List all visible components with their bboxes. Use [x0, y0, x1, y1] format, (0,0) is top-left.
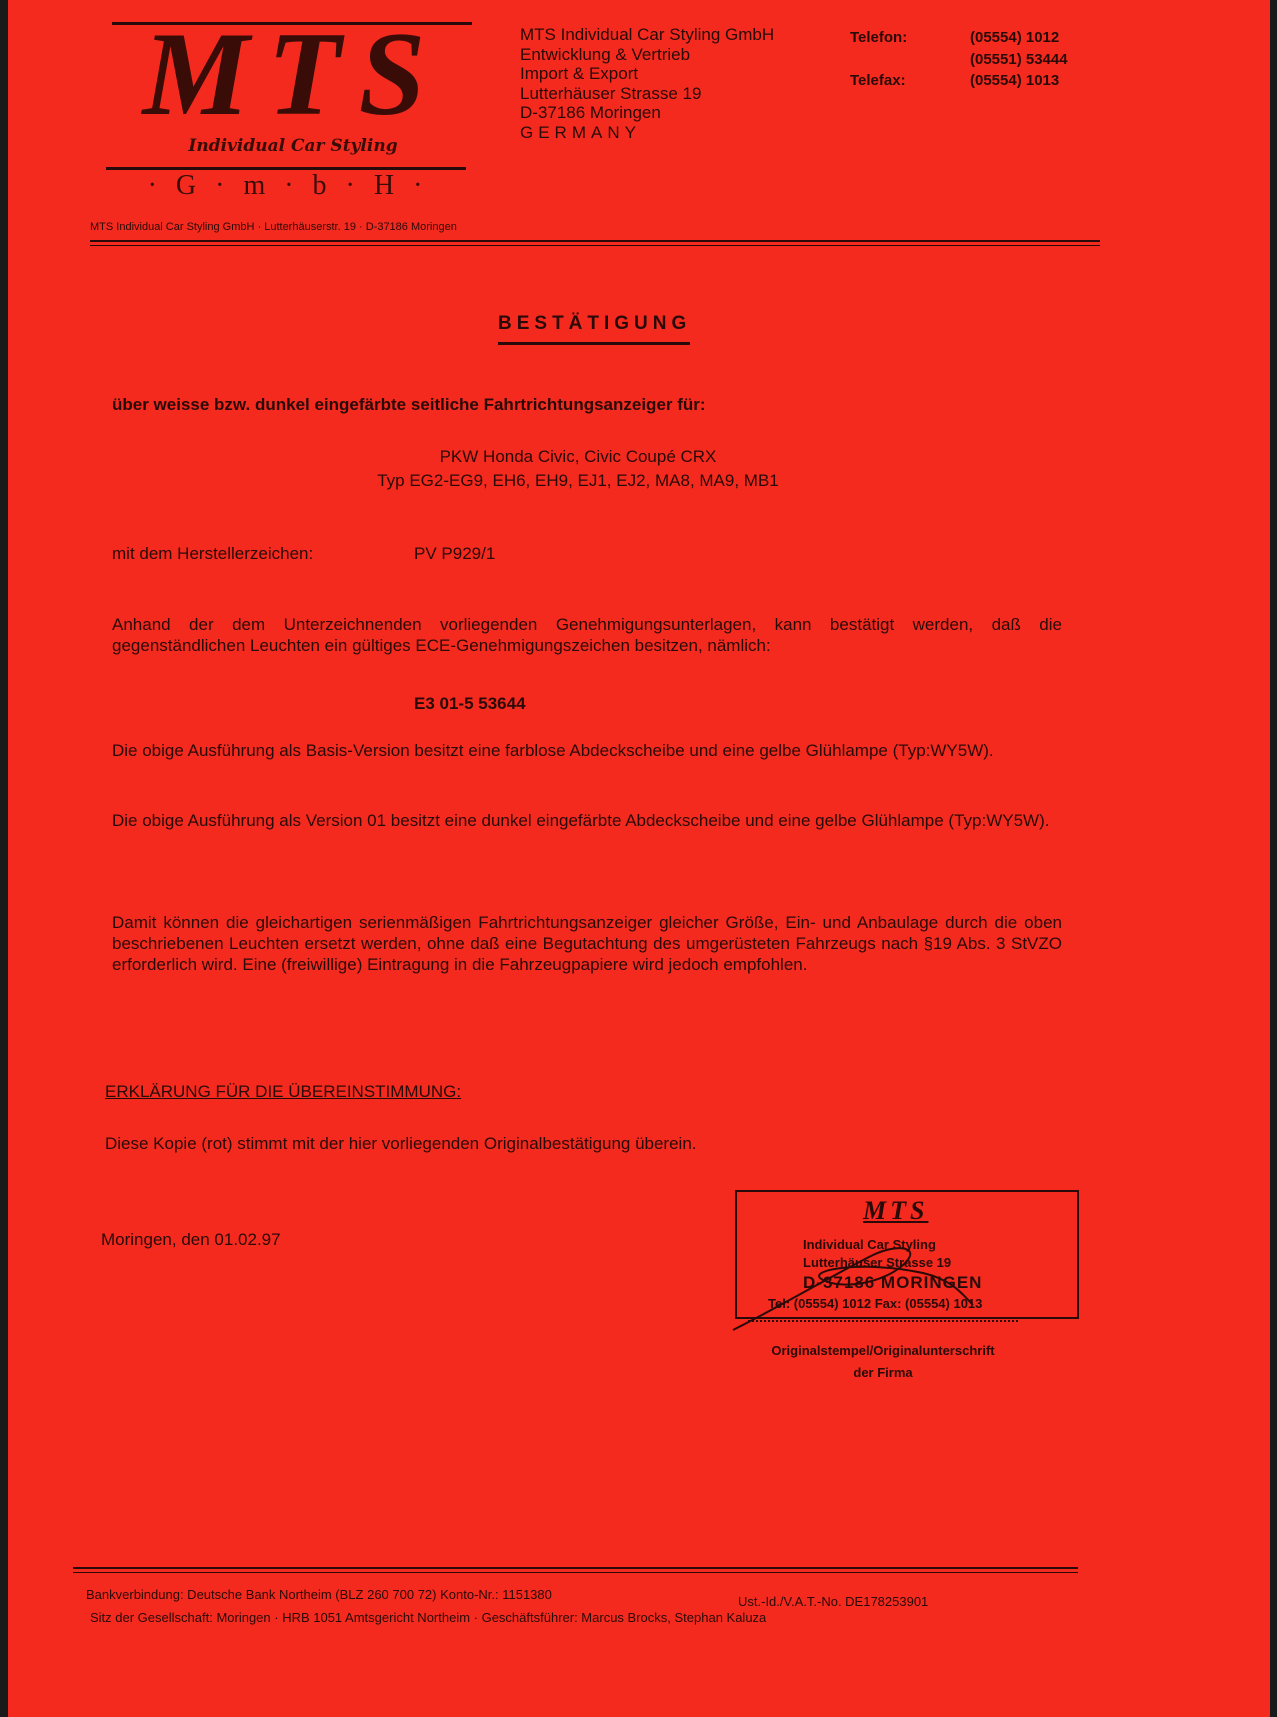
- footer-rule: [73, 1567, 1078, 1569]
- phone-label: Telefon:: [850, 29, 908, 46]
- version-01-paragraph: Die obige Ausführung als Version 01 besitzt eine dunkel eingefärbte Abdeckscheibe und eine gelbe Glühlampe (Typ:WY5W).: [112, 811, 1050, 830]
- replacement-paragraph: Damit können die gleichartigen serienmäßigen Fahrtrichtungsanzeiger gleicher Größe, Ein- und Anbaulage durch die oben beschriebenen Leuchten ersetzt werden, ohne daß eine Begutachtung des umgerüsteten Fahrzeugs nach §19 Abs. 3 StVZO erforderlich wird. Eine (freiwillige) Eintragung in die Fahrzeugpapiere wird jedoch empfohlen.: [112, 913, 1062, 974]
- stamp-line: Individual Car Styling: [803, 1237, 936, 1252]
- phone-number: (05554) 1012: [970, 29, 1060, 46]
- logo-legal-form: · G · m · b · H ·: [147, 170, 429, 201]
- phone-number: (05551) 53444: [970, 51, 1068, 68]
- title-underline: [498, 342, 690, 345]
- address-line: MTS Individual Car Styling GmbH: [520, 25, 775, 44]
- vehicle-model: PKW Honda Civic, Civic Coupé CRX: [439, 447, 717, 466]
- manufacturer-label: mit dem Herstellerzeichen:: [112, 544, 314, 563]
- sender-line: MTS Individual Car Styling GmbH · Lutterhäuserstr. 19 · D-37186 Moringen: [90, 221, 457, 233]
- stamp-line: Lutterhäuser Strasse 19: [803, 1255, 952, 1270]
- company-logo: MTS: [142, 7, 444, 140]
- document-page: [8, 0, 1270, 1717]
- address-line: Entwicklung & Vertrieb: [520, 44, 691, 64]
- ece-approval-code: E3 01-5 53644: [414, 694, 526, 713]
- address-country: GERMANY: [520, 122, 641, 142]
- fax-number: (05554) 1013: [970, 72, 1060, 89]
- footer-rule-thin: [73, 1572, 1078, 1573]
- footer-company: Sitz der Gesellschaft: Moringen · HRB 1051 Amtsgericht Northeim · Geschäftsführer: Marcus Brocks, Stephan Kaluza: [90, 1610, 767, 1625]
- declaration-text: Diese Kopie (rot) stimmt mit der hier vorliegenden Originalbestätigung überein.: [105, 1134, 697, 1153]
- stamp-caption: der Firma: [853, 1365, 913, 1380]
- footer-bank: Bankverbindung: Deutsche Bank Northeim (BLZ 260 700 72) Konto-Nr.: 1151380: [86, 1587, 552, 1602]
- signature-mark: [723, 1235, 983, 1345]
- place-date: Moringen, den 01.02.97: [101, 1230, 281, 1249]
- intro-text: über weisse bzw. dunkel eingefärbte seitliche Fahrtrichtungsanzeiger für:: [112, 395, 706, 414]
- approval-paragraph: Anhand der dem Unterzeichnenden vorliegenden Genehmigungsunterlagen, kann bestätigt werden, daß die gegenständlichen Leuchten ein gültiges ECE-Genehmigungszeichen besitzen, nämlich:: [112, 615, 1062, 655]
- basis-version-paragraph: Die obige Ausführung als Basis-Version besitzt eine farblose Abdeckscheibe und eine gelbe Glühlampe (Typ:WY5W).: [112, 741, 994, 760]
- header-rule-thin: [90, 245, 1100, 246]
- footer-vat: Ust.-Id./V.A.T.-No. DE178253901: [738, 1594, 929, 1609]
- stamp-caption: Originalstempel/Originalunterschrift: [771, 1343, 995, 1358]
- header-rule: [90, 240, 1100, 242]
- manufacturer-mark: PV P929/1: [414, 544, 496, 563]
- stamp-city: D-37186 MORINGEN: [803, 1273, 983, 1292]
- stamp-contact: Tel: (05554) 1012 Fax: (05554) 1013: [768, 1296, 983, 1311]
- signature-line: [748, 1320, 1018, 1322]
- logo-subtitle: Individual Car Styling: [188, 136, 398, 156]
- declaration-heading: ERKLÄRUNG FÜR DIE ÜBEREINSTIMMUNG:: [105, 1082, 462, 1101]
- stamp-logo: MTS: [863, 1196, 929, 1225]
- document-title: BESTÄTIGUNG: [498, 313, 692, 334]
- company-address: [520, 25, 774, 142]
- vehicle-types: Typ EG2-EG9, EH6, EH9, EJ1, EJ2, MA8, MA9, MB1: [377, 471, 779, 490]
- address-line: Import & Export: [520, 64, 639, 83]
- fax-label: Telefax:: [850, 72, 906, 89]
- address-line: D-37186 Moringen: [520, 103, 661, 122]
- address-line: Lutterhäuser Strasse 19: [520, 83, 702, 103]
